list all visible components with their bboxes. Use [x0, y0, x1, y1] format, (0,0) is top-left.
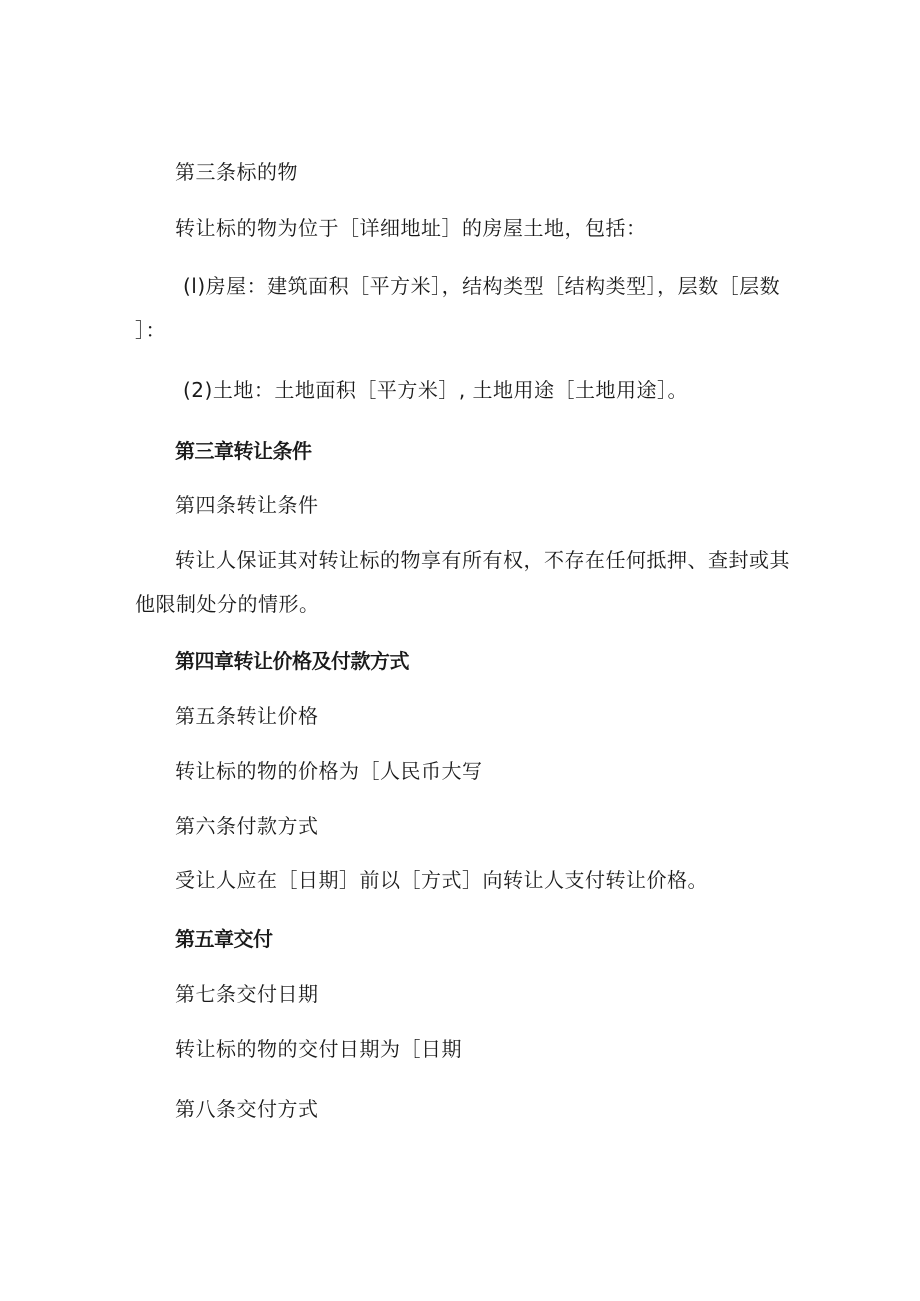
item-1-line-1: (l)房屋：建筑面积［平方米］，结构类型［结构类型］，层数［层数: [183, 274, 781, 298]
article-7-body: 转让标的物的交付日期为［日期: [175, 1037, 462, 1061]
article-3-body: 转让标的物为位于［详细地址］的房屋土地，包括：: [175, 216, 647, 240]
article-5-heading: 第五条转让价格: [175, 704, 319, 728]
article-6-heading: 第六条付款方式: [175, 814, 319, 838]
item-1-line-2: ］：: [135, 318, 166, 342]
article-6-body: 受让人应在［日期］前以［方式］向转让人支付转让价格。: [175, 868, 708, 892]
item-2: (2)土地：土地面积［平方米］, 土地用途［土地用途］。: [183, 378, 689, 402]
chapter-4-heading: 第四章转让价格及付款方式: [175, 649, 409, 673]
article-8-heading: 第八条交付方式: [175, 1097, 319, 1121]
chapter-3-heading: 第三章转让条件: [175, 439, 312, 463]
chapter-5-heading: 第五章交付: [175, 927, 273, 951]
article-4-body-line-1: 转让人保证其对转让标的物享有所有权，不存在任何抵押、查封或其: [175, 548, 790, 572]
article-3-heading: 第三条标的物: [175, 160, 298, 184]
article-7-heading: 第七条交付日期: [175, 982, 319, 1006]
article-4-heading: 第四条转让条件: [175, 493, 319, 517]
article-4-body-line-2: 他限制处分的情形。: [135, 592, 320, 616]
article-5-body: 转让标的物的价格为［人民币大写: [175, 759, 483, 783]
